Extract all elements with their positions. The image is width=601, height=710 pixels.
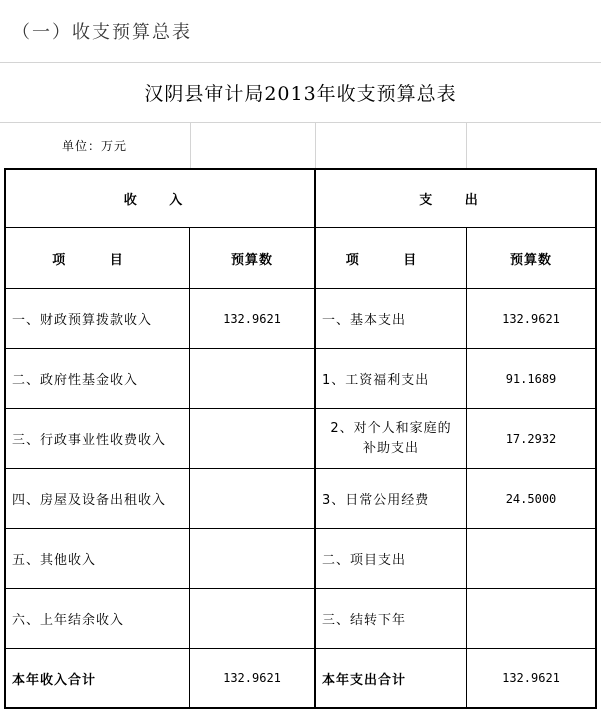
expense-header: 支 出 [419,193,492,208]
gridline [190,122,191,168]
expense-amount-cell [467,589,595,648]
income-item-cell: 四、房屋及设备出租收入 [12,493,167,508]
expense-item-cell: 三、结转下年 [322,613,407,628]
income-item-cell: 六、上年结余收入 [12,613,125,628]
income-item-cell: 一、财政预算拨款收入 [12,313,153,328]
expense-item-cell: 1、工资福利支出 [322,373,430,388]
income-amount-cell [190,409,314,468]
expense-item-cell: 一、基本支出 [322,313,407,328]
expense-amount-cell: 24.5000 [505,491,557,506]
expense-item-cell: 3、日常公用经费 [322,493,430,508]
expense-total-amount: 132.9621 [502,671,560,685]
expense-amount-cell: 91.1689 [505,371,557,386]
expense-amount-cell [467,529,595,588]
income-amount-cell [190,349,314,408]
table-border [4,707,597,709]
income-item-header: 项 目 [52,252,143,268]
income-amount-header: 预算数 [230,252,273,268]
expense-item-cell: 2、对个人和家庭的补助支出 [330,420,452,456]
income-item-cell: 二、政府性基金收入 [12,373,139,388]
gridline [466,122,467,168]
income-total-amount: 132.9621 [223,671,281,685]
table-border [595,168,597,709]
unit-label: 单位：万元 [62,138,128,153]
income-amount-cell [190,589,314,648]
expense-item-header: 项 目 [345,252,437,268]
expense-total-label: 本年支出合计 [322,672,407,688]
expense-item-cell: 二、项目支出 [322,553,407,568]
income-header: 收 入 [123,193,197,208]
income-amount-cell [190,469,314,528]
expense-amount-cell: 132.9621 [502,311,560,326]
income-item-cell: 五、其他收入 [12,553,97,568]
expense-amount-cell: 17.2932 [505,431,557,446]
income-amount-cell: 132.9621 [223,311,281,326]
expense-amount-header: 预算数 [509,252,552,268]
gridline [315,122,316,168]
income-total-label: 本年收入合计 [12,672,97,688]
income-item-cell: 三、行政事业性收费收入 [12,433,167,448]
page-title: 汉阴县审计局2013年收支预算总表 [144,82,457,105]
income-amount-cell [190,529,314,588]
section-title: （一）收支预算总表 [12,22,192,43]
